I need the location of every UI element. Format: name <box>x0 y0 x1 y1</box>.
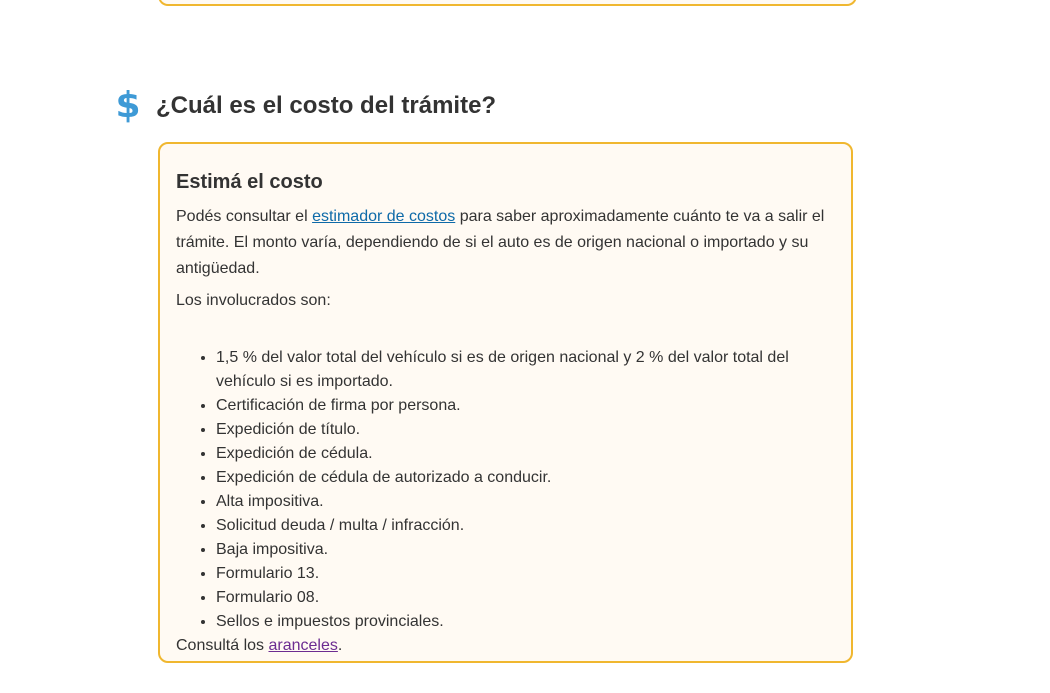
aranceles-link[interactable]: aranceles <box>268 637 338 654</box>
dollar-icon: $ <box>115 85 141 126</box>
footer-line <box>176 634 835 658</box>
list-item: • Certificación de firma por persona. <box>216 394 835 418</box>
cost-card <box>158 142 853 663</box>
intro-text-after: para saber aproximadamente cuánto te va a salir el trámite. El monto varía, dependiendo de si el auto es de origen nacional o importado y su antigüedad. <box>176 208 825 277</box>
intro-paragraph <box>176 204 835 282</box>
previous-card-bottom <box>158 0 857 6</box>
list-item: • Solicitud deuda / multa / infracción. <box>216 514 835 538</box>
list-item: • Alta impositiva. <box>216 490 835 514</box>
section-header <box>112 86 496 126</box>
footer-text-before: Consultá los <box>176 637 269 654</box>
cost-estimator-link[interactable]: estimador de costos <box>312 208 456 225</box>
list-item: • Expedición de cédula de autorizado a conducir. <box>216 466 835 490</box>
footer-text-after: . <box>337 637 343 654</box>
card-title: Estimá el costo <box>176 171 323 193</box>
section-title: ¿Cuál es el costo del trámite? <box>156 92 497 119</box>
list-item: • Formulario 08. <box>216 586 835 610</box>
list-item: • Expedición de título. <box>216 418 835 442</box>
intro-text-before: Podés consultar el <box>176 208 313 225</box>
list-item: • Baja impositiva. <box>216 538 835 562</box>
list-item: • Sellos e impuestos provinciales. <box>216 610 835 634</box>
cost-items-list <box>176 346 835 634</box>
list-item: • Formulario 13. <box>216 562 835 586</box>
list-item: • 1,5 % del valor total del vehículo si es de origen nacional y 2 % del valor total del vehículo si es importado. <box>216 346 835 394</box>
involved-label: Los involucrados son: <box>176 292 331 309</box>
list-item: • Expedición de cédula. <box>216 442 835 466</box>
